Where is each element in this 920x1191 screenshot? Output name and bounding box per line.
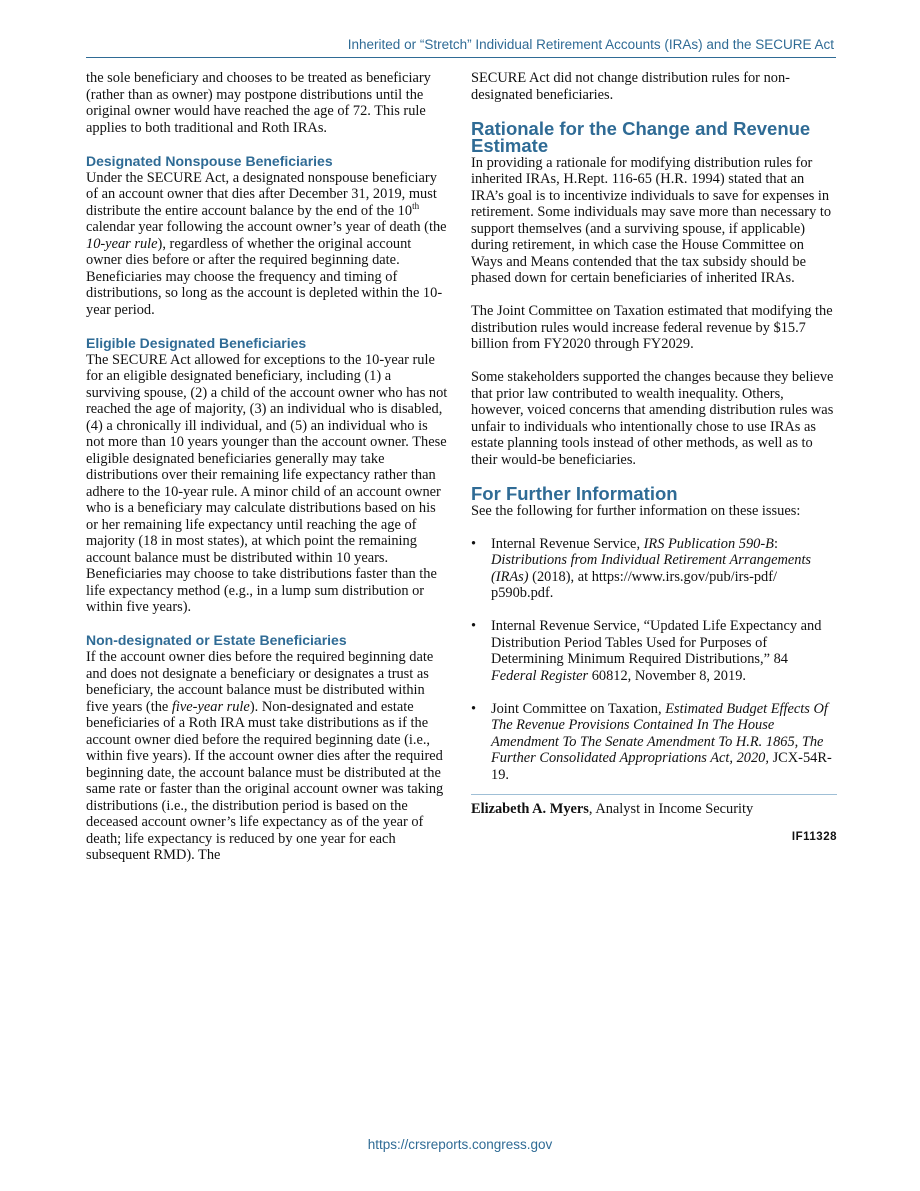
- intro-paragraph: the sole beneficiary and chooses to be treated as beneficiary (rather than as owner) may postpone distributions until the original owner would have reached the age of 72. This rule applies to both traditional and Roth IRAs.: [86, 70, 431, 136]
- heading-eligible-designated: Eligible Designated Beneficiaries: [86, 334, 307, 351]
- heading-rationale: Rationale for the Change and Revenue Estimate: [471, 117, 811, 156]
- footer-url-link[interactable]: https://crsreports.congress.gov: [367, 1137, 553, 1152]
- reference-list: [471, 536, 837, 784]
- reference-item: • Joint Committee on Taxation, Estimated Budget Effects Of The Revenue Provisions Contained In The House Amendment To The Senate Amendment To H.R. 1865, The Further Consolidated Appropriations Act, 2020, JCX-54R-19.: [471, 700, 832, 783]
- bullet-icon: •: [471, 618, 477, 634]
- heading-non-designated: Non-designated or Estate Beneficiaries: [86, 632, 347, 648]
- heading-further-information: For Further Information: [471, 482, 678, 504]
- eligible-designated-paragraph: The SECURE Act allowed for exceptions to the 10-year rule for an eligible designated beneficiary, including (1) a surviving spouse, (2) a child of the account owner who has not reached the age of majority, (3) an individual who is disabled, (4) a chronically ill individual, and (5) an individual who is not more than 10 years younger than the account owner. These eligible designated beneficiaries generally may take distributions over their remaining life expectancy rather than adhere to the 10-year rule. A minor child of an account owner who is a beneficiary may calculate distributions based on his or her remaining life expectancy until reaching the age of majority (18 in most states), at which point the remaining account balance must be distributed within 10 years. Beneficiaries may choose to take distributions faster than the life expectancy method (e.g., in a lump sum distribution or within five years).: [86, 351, 448, 615]
- continuation-paragraph: SECURE Act did not change distribution rules for non-designated beneficiaries.: [471, 70, 790, 103]
- bullet-icon: •: [471, 535, 477, 552]
- rationale-paragraph-3: Some stakeholders supported the changes because they believe that prior law contributed to wealth inequality. Others, however, voiced concerns that amending distribution rules was unfair to individuals who intentionally chose to use IRAs as estate planning tools instead of other methods, as well as to their would-be beneficiaries.: [471, 369, 834, 468]
- bullet-icon: •: [471, 700, 477, 717]
- author-divider: [471, 794, 837, 795]
- reference-item: • Internal Revenue Service, “Updated Life Expectancy and Distribution Period Tables Used for Purposes of Determining Minimum Required Distributions,” 84 Federal Register 60812, November 8, 2019.: [471, 618, 822, 684]
- document-id: IF11328: [791, 830, 837, 843]
- header-divider: [86, 57, 836, 58]
- rationale-paragraph-1: In providing a rationale for modifying distribution rules for inherited IRAs, H.Rept. 116-65 (H.R. 1994) stated that an IRA’s goal is to incentivize individuals to save for expenses in retirement. Some individuals may save more than necessary to support themselves (and a surviving spouse, if applicable) during retirement, in which case the House Committee on Ways and Means contended that the tax subsidy should be phased down for certain beneficiaries of inherited IRAs.: [471, 154, 832, 286]
- non-designated-paragraph: If the account owner dies before the required beginning date and does not designate a beneficiary or designates a trust as beneficiary, the account balance must be distributed within five years (the five-year rule). Non-designated and estate beneficiaries of a Roth IRA must take distributions as if the account owner died before the required beginning date (i.e., within five years). If the account owner dies after the required beginning date, the account balance must be distributed at the same rate or faster than the original account owner was taking distributions (i.e., the distribution period is based on the deceased account owner’s life expectancy as of the year of death; life expectancy is reduced by one year for each subsequent RMD). The: [86, 649, 444, 863]
- designated-nonspouse-paragraph: Under the SECURE Act, a designated nonspouse beneficiary of an account owner that dies after December 31, 2019, must distribute the entire account balance by the end of the 10th calendar year following the account owner’s year of death (the 10-year rule), regardless of whether the original account owner dies before or after the required beginning date. Beneficiaries may choose the frequency and timing of distributions, so long as the account is depleted within the 10-year period.: [86, 169, 447, 318]
- left-column: [86, 70, 449, 864]
- running-header: Inherited or “Stretch” Individual Retirement Accounts (IRAs) and the SECURE Act: [347, 37, 834, 52]
- heading-designated-nonspouse: Designated Nonspouse Beneficiaries: [86, 152, 333, 169]
- right-column: [471, 70, 837, 845]
- rationale-paragraph-2: The Joint Committee on Taxation estimated that modifying the distribution rules would increase federal revenue by $15.7 billion from FY2020 through FY2029.: [471, 303, 833, 352]
- author-line: Elizabeth A. Myers, Analyst in Income Security: [471, 801, 754, 817]
- further-intro: See the following for further information on these issues:: [471, 502, 801, 519]
- reference-item: • Internal Revenue Service, IRS Publication 590-B: Distributions from Individual Retirement Arrangements (IRAs) (2018), at https://www.irs.gov/pub/irs-pdf/ p590b.pdf.: [471, 535, 812, 601]
